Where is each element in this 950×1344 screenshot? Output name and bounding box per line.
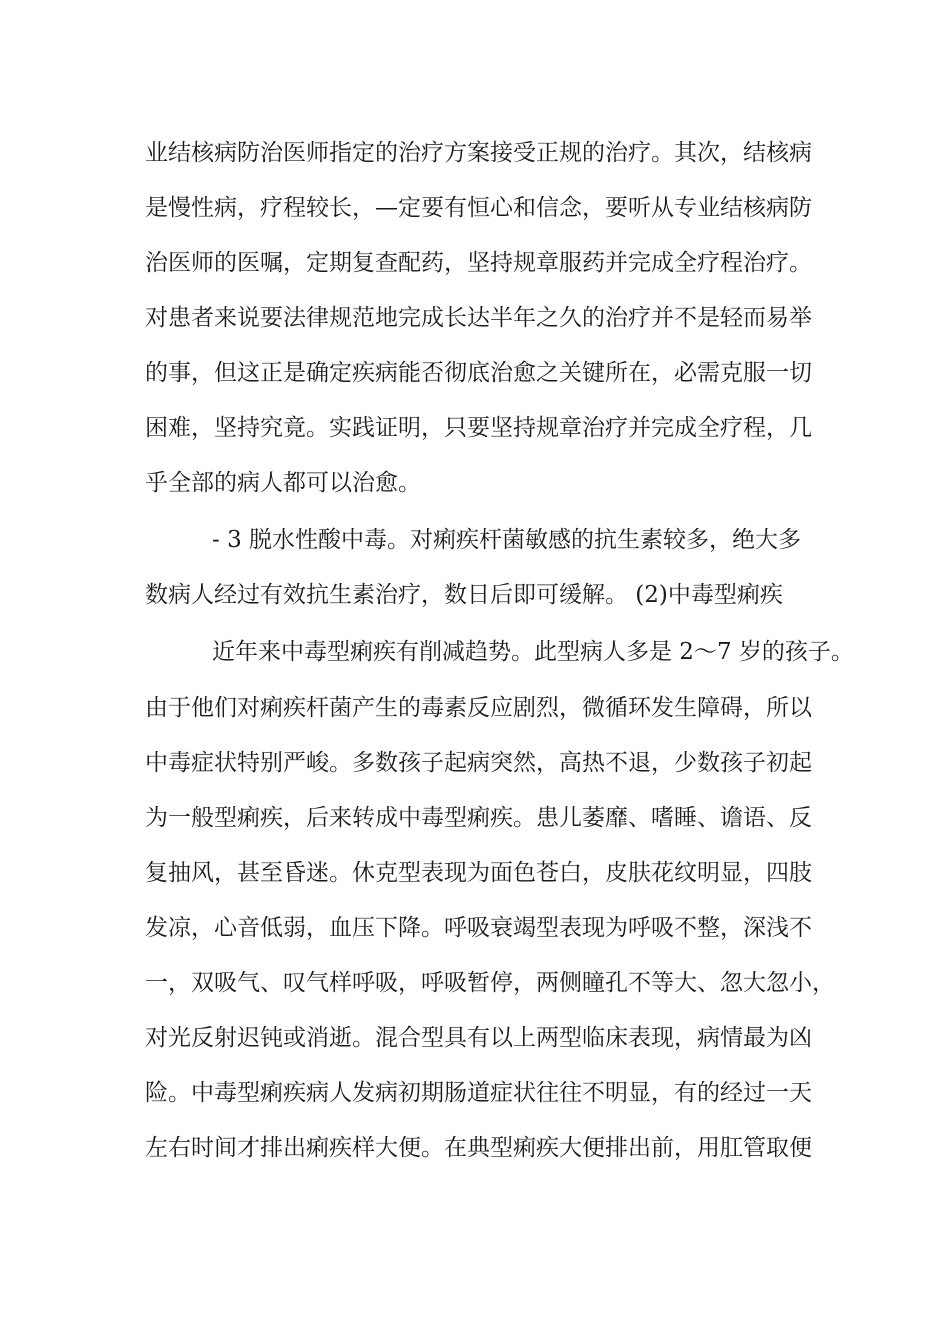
paragraph-1-line-2: 是慢性病，疗程较长，—定要有恒心和信念，要听从专业结核病防: [145, 195, 812, 221]
paragraph-3-line-7: 一，双吸气、叹气样呼吸，呼吸暂停，两侧瞳孔不等大、忽大忽小，: [145, 970, 835, 996]
paragraph-3-line-2: 由于他们对痢疾杆菌产生的毒素反应剧烈，微循环发生障碍，所以: [145, 695, 812, 721]
paragraph-1-line-7: 乎全部的病人都可以治愈。: [145, 470, 421, 496]
paragraph-3-line-10: 左右时间才排出痢疾样大便。在典型痢疾大便排出前，用肛管取便: [145, 1135, 812, 1161]
paragraph-3-line-3: 中毒症状特别严峻。多数孩子起病突然，高热不退，少数孩子初起: [145, 750, 812, 776]
paragraph-3-line-1: 近年来中毒型痢疾有削减趋势。此型病人多是 2～7 岁的孩子。: [212, 639, 854, 665]
paragraph-3-line-8: 对光反射迟钝或消逝。混合型具有以上两型临床表现，病情最为凶: [145, 1025, 812, 1051]
paragraph-1-line-3: 治医师的医嘱，定期复查配药，坚持规章服药并完成全疗程治疗。: [145, 250, 812, 276]
paragraph-3-line-5: 复抽风，甚至昏迷。休克型表现为面色苍白，皮肤花纹明显，四肢: [145, 860, 812, 886]
paragraph-3-line-9: 险。中毒型痢疾病人发病初期肠道症状往往不明显，有的经过一天: [145, 1080, 812, 1106]
paragraph-3-line-6: 发凉，心音低弱，血压下降。呼吸衰竭型表现为呼吸不整，深浅不: [145, 915, 812, 941]
paragraph-1-line-4: 对患者来说要法律规范地完成长达半年之久的治疗并不是轻而易举: [145, 305, 812, 331]
paragraph-1-line-6: 困难，坚持究竟。实践证明，只要坚持规章治疗并完成全疗程，几: [145, 415, 812, 441]
paragraph-1-line-1: 业结核病防治医师指定的治疗方案接受正规的治疗。其次，结核病: [145, 140, 812, 166]
paragraph-2-line-2: 数病人经过有效抗生素治疗，数日后即可缓解。 (2)中毒型痢疾: [145, 582, 783, 608]
paragraph-2-line-1: - 3 脱水性酸中毒。对痢疾杆菌敏感的抗生素较多，绝大多: [212, 527, 802, 553]
paragraph-1-line-5: 的事，但这正是确定疾病能否彻底治愈之关键所在，必需克服一切: [145, 360, 812, 386]
paragraph-3-line-4: 为一般型痢疾，后来转成中毒型痢疾。患儿萎靡、嗜睡、谵语、反: [145, 805, 812, 831]
